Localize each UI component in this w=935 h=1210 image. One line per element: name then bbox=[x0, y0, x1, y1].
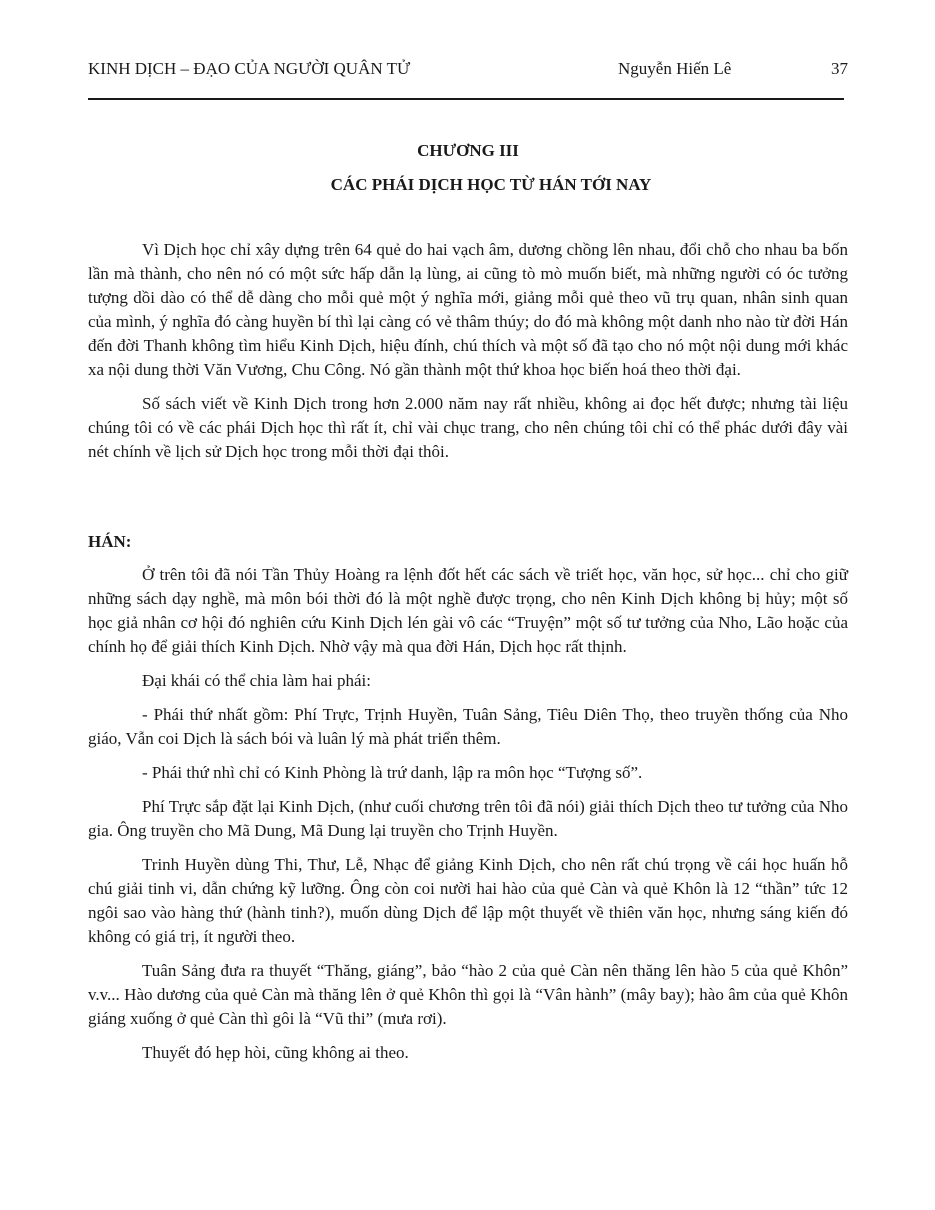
chapter-number: CHƯƠNG III bbox=[417, 141, 519, 160]
section-heading-han: HÁN: bbox=[88, 532, 132, 551]
intro-text bbox=[88, 238, 848, 474]
han-paragraph-3: - Phái thứ nhất gồm: Phí Trực, Trịnh Huyền, Tuân Sảng, Tiêu Diên Thọ, theo truyền thống của Nho giáo, Vẫn coi Dịch là sách bói và luân lý mà phát triển thêm. bbox=[88, 705, 848, 748]
han-paragraph-4: - Phái thứ nhì chỉ có Kinh Phòng là trứ danh, lập ra môn học “Tượng số”. bbox=[142, 763, 643, 782]
han-paragraph-8: Thuyết đó hẹp hòi, cũng không ai theo. bbox=[142, 1043, 409, 1062]
han-paragraph-6: Trinh Huyền dùng Thi, Thư, Lễ, Nhạc để giảng Kinh Dịch, cho nên rất chú trọng về cái học huấn hỗ chú giải tinh vi, dẫn chứng kỹ lưỡng. Ông còn coi nười hai hào của quẻ Càn và quẻ Khôn là 12 “thần” tức 12 ngôi sao vào hàng thứ (hành tinh?), muốn dùng Dịch để lập một thuyết về thiên văn học, nhưng sáng kiến đó không có giá trị, ít người theo. bbox=[88, 855, 848, 946]
running-header bbox=[88, 57, 848, 81]
han-section-text bbox=[88, 563, 848, 1075]
han-paragraph-7: Tuân Sảng đưa ra thuyết “Thăng, giáng”, bảo “hào 2 của quẻ Càn nên thăng lên hào 5 của quẻ Khôn” v.v... Hào dương của quẻ Càn mà thăng lên ở quẻ Khôn thì gọi là “Vân hành” (mây bay); hào âm của quẻ Khôn giáng xuống ở quẻ Càn thì gôi là “Vũ thi” (mưa rơi). bbox=[88, 961, 848, 1028]
chapter-title: CÁC PHÁI DỊCH HỌC TỪ HÁN TỚI NAY bbox=[330, 175, 652, 194]
intro-paragraph-1: Vì Dịch học chỉ xây dựng trên 64 quẻ do hai vạch âm, dương chồng lên nhau, đổi chỗ cho nhau ba bốn lần mà thành, cho nên nó có một sức hấp dẫn lạ lùng, ai cũng tò mò muốn biết, mà những người có óc tưởng tượng dồi dào có thể dễ dàng cho mỗi quẻ một ý nghĩa mới, giảng mỗi quẻ theo vũ trụ quan, nhân sinh quan của mình, ý nghĩa đó càng huyền bí thì lại càng có vẻ thâm thúy; do đó mà không một danh nho nào từ đời Hán đến đời Thanh không tìm hiểu Kinh Dịch, hiệu đính, chú thích và một số đã tạo cho nó một nội dung mới khác xa nội dung thời Văn Vương, Chu Công. Nó gần thành một thứ khoa học biến hoá theo thời đại. bbox=[88, 240, 848, 379]
header-author: Nguyễn Hiến Lê bbox=[618, 59, 732, 78]
header-book-title: KINH DỊCH – ĐẠO CỦA NGƯỜI QUÂN TỬ bbox=[88, 59, 411, 78]
han-paragraph-5: Phí Trực sắp đặt lại Kinh Dịch, (như cuối chương trên tôi đã nói) giải thích Dịch theo tư tưởng của Nho gia. Ông truyền cho Mã Dung, Mã Dung lại truyền cho Trịnh Huyền. bbox=[88, 797, 848, 840]
page-number: 37 bbox=[831, 59, 848, 78]
han-paragraph-1: Ở trên tôi đã nói Tần Thủy Hoàng ra lệnh đốt hết các sách về triết học, văn học, sử học... chỉ cho giữ những sách dạy nghề, mà môn bói thời đó là một nghề được trọng, cho nên Kinh Dịch không bị hủy; một số học giả nhân cơ hội đó nghiên cứu Kinh Dịch lén gài vô các “Truyện” một số tư tưởng của Nho, Lão hoặc của chính họ để giải thích Kinh Dịch. Nhờ vậy mà qua đời Hán, Dịch học rất thịnh. bbox=[88, 565, 848, 656]
header-divider bbox=[88, 98, 844, 100]
intro-paragraph-2: Số sách viết về Kinh Dịch trong hơn 2.000 năm nay rất nhiều, không ai đọc hết được; nhưng tài liệu chúng tôi có về các phái Dịch học thì rất ít, chỉ vài chục trang, cho nên chúng tôi chỉ có thể phác dưới đây vài nét chính về lịch sử Dịch học trong mỗi thời đại thôi. bbox=[88, 394, 848, 461]
han-paragraph-2: Đại khái có thể chia làm hai phái: bbox=[142, 671, 371, 690]
